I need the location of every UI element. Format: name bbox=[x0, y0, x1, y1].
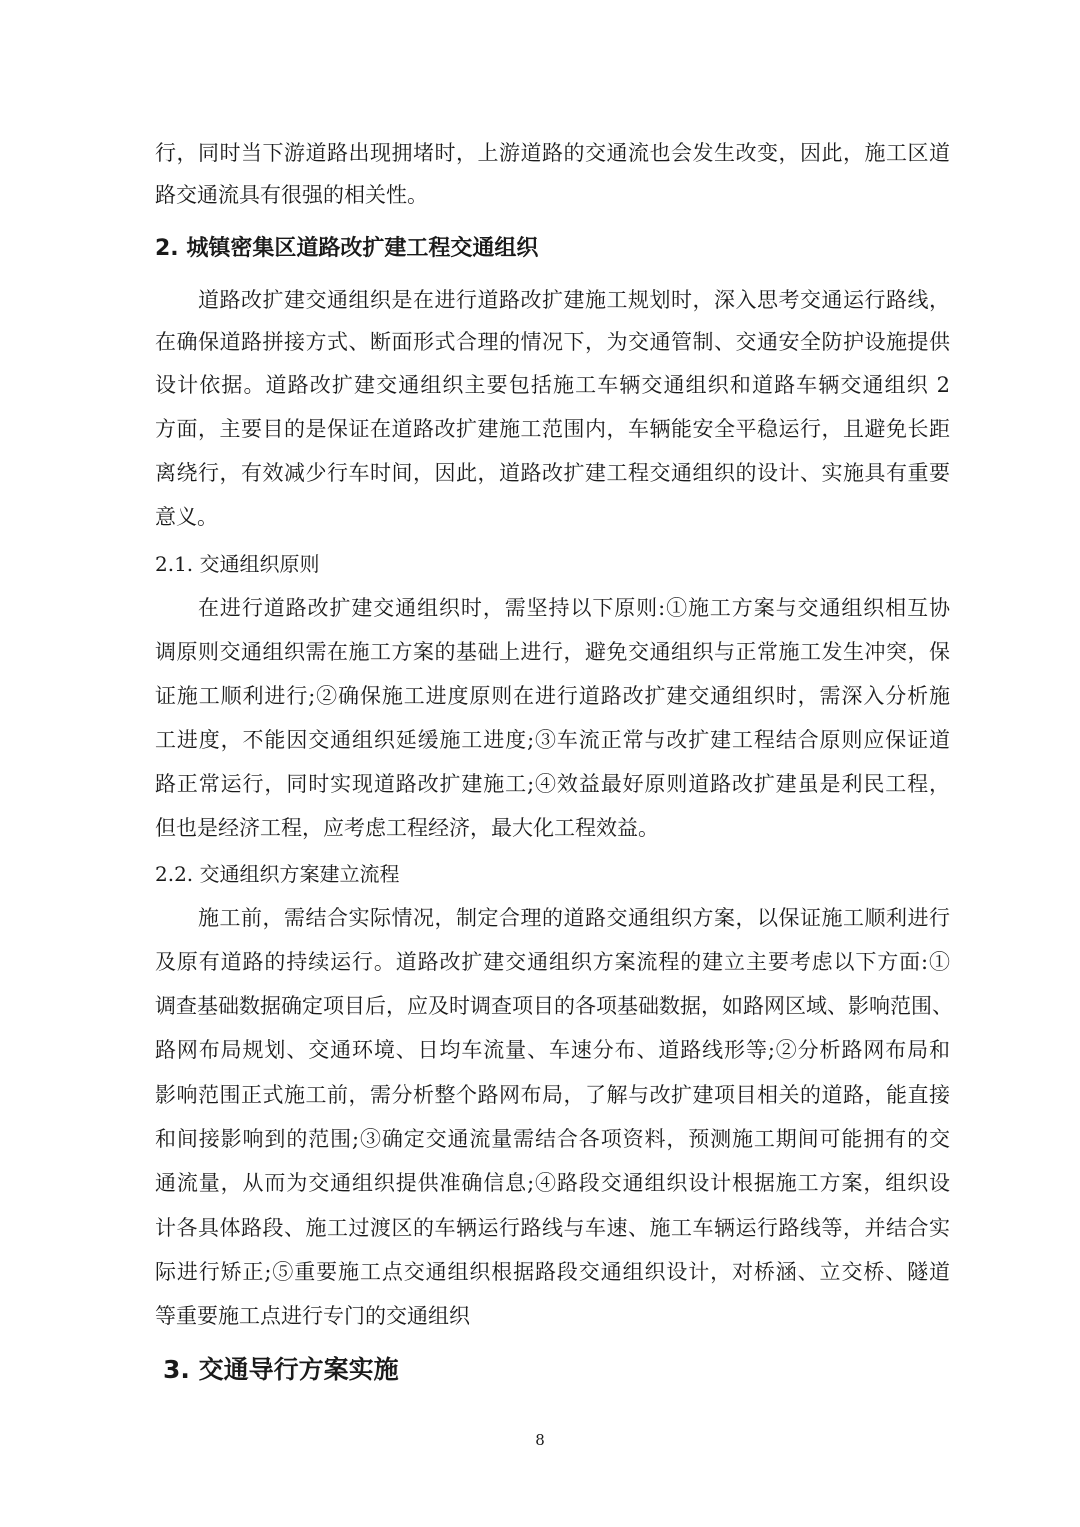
paragraph-line: 调查基础数据确定项目后，应及时调查项目的各项基础数据，如路网区域、影响范围、 bbox=[155, 994, 953, 1018]
page-number: 8 bbox=[535, 1431, 545, 1449]
paragraph-line: 调原则交通组织需在施工方案的基础上进行，避免交通组织与正常施工发生冲突，保 bbox=[155, 640, 950, 664]
paragraph-line: 离绕行，有效减少行车时间，因此，道路改扩建工程交通组织的设计、实施具有重要 bbox=[155, 461, 950, 485]
subsection-heading: 2.1. 交通组织原则 bbox=[155, 552, 320, 576]
paragraph-line: 路网布局规划、交通环境、日均车流量、车速分布、道路线形等;②分析路网布局和 bbox=[155, 1038, 950, 1062]
subsection-heading: 2.2. 交通组织方案建立流程 bbox=[155, 862, 400, 886]
paragraph-line: 路正常运行，同时实现道路改扩建施工;④效益最好原则道路改扩建虽是利民工程， bbox=[155, 772, 950, 796]
paragraph-line: 但也是经济工程，应考虑工程经济，最大化工程效益。 bbox=[155, 816, 659, 840]
paragraph-line: 设计依据。道路改扩建交通组织主要包括施工车辆交通组织和道路车辆交通组织 2 bbox=[155, 373, 950, 397]
paragraph-line: 道路改扩建交通组织是在进行道路改扩建施工规划时，深入思考交通运行路线， bbox=[198, 288, 950, 312]
section-heading: 2. 城镇密集区道路改扩建工程交通组织 bbox=[155, 236, 539, 261]
paragraph-line: 意义。 bbox=[155, 505, 218, 529]
paragraph-line: 行，同时当下游道路出现拥堵时，上游道路的交通流也会发生改变，因此，施工区道 bbox=[155, 141, 950, 165]
paragraph-line: 际进行矫正;⑤重要施工点交通组织根据路段交通组织设计，对桥涵、立交桥、隧道 bbox=[155, 1260, 950, 1284]
paragraph-line: 等重要施工点进行专门的交通组织 bbox=[155, 1304, 470, 1328]
paragraph-line: 和间接影响到的范围;③确定交通流量需结合各项资料，预测施工期间可能拥有的交 bbox=[155, 1127, 950, 1151]
paragraph-line: 工进度，不能因交通组织延缓施工进度;③车流正常与改扩建工程结合原则应保证道 bbox=[155, 728, 950, 752]
paragraph-line: 通流量，从而为交通组织提供准确信息;④路段交通组织设计根据施工方案，组织设 bbox=[155, 1171, 950, 1195]
section-heading: 3. 交通导行方案实施 bbox=[163, 1355, 399, 1384]
paragraph-line: 证施工顺利进行;②确保施工进度原则在进行道路改扩建交通组织时，需深入分析施 bbox=[155, 684, 950, 708]
paragraph-line: 路交通流具有很强的相关性。 bbox=[155, 183, 428, 207]
paragraph-line: 计各具体路段、施工过渡区的车辆运行路线与车速、施工车辆运行路线等，并结合实 bbox=[155, 1216, 950, 1240]
paragraph-line: 及原有道路的持续运行。道路改扩建交通组织方案流程的建立主要考虑以下方面:① bbox=[155, 950, 950, 974]
paragraph-line: 在进行道路改扩建交通组织时，需坚持以下原则:①施工方案与交通组织相互协 bbox=[198, 596, 950, 620]
paragraph-line: 在确保道路拼接方式、断面形式合理的情况下，为交通管制、交通安全防护设施提供 bbox=[155, 330, 950, 354]
paragraph-line: 施工前，需结合实际情况，制定合理的道路交通组织方案，以保证施工顺利进行 bbox=[198, 906, 950, 930]
paragraph-line: 方面，主要目的是保证在道路改扩建施工范围内，车辆能安全平稳运行，且避免长距 bbox=[155, 417, 950, 441]
paragraph-line: 影响范围正式施工前，需分析整个路网布局，了解与改扩建项目相关的道路，能直接 bbox=[155, 1083, 950, 1107]
